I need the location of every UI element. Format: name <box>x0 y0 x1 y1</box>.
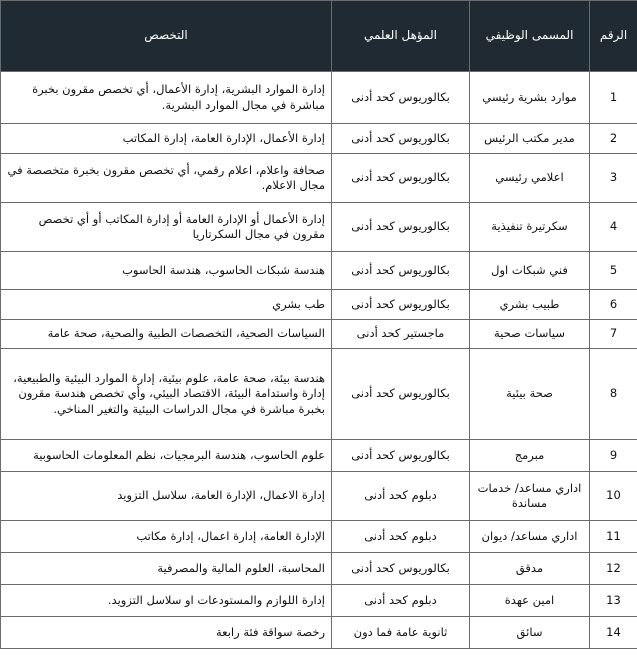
cell-title: سائق <box>470 617 590 649</box>
cell-title: موارد بشرية رئيسي <box>470 72 590 124</box>
cell-spec: علوم الحاسوب، هندسة البرمجيات، نظم المعلومات الحاسوبية <box>1 440 332 472</box>
cell-title: سياسات صحية <box>470 320 590 349</box>
cell-num: 11 <box>590 521 637 553</box>
cell-qual: دبلوم كحد أدنى <box>332 521 470 553</box>
table-row <box>1 440 637 472</box>
cell-qual: بكالوريوس كحد أدنى <box>332 203 470 252</box>
table-header <box>1 1 637 72</box>
cell-spec: صحافة واعلام، اعلام رقمي، أي تخصص مقرون بخبرة متخصصة في مجال الاعلام. <box>1 154 332 203</box>
table-row <box>1 521 637 553</box>
cell-title: طبيب بشري <box>470 290 590 320</box>
cell-spec: إدارة الموارد البشرية، إدارة الأعمال، أي تخصص مقرون بخبرة مباشرة في مجال الموارد البشرية. <box>1 72 332 124</box>
cell-qual: بكالوريوس كحد أدنى <box>332 124 470 154</box>
cell-spec: هندسة بيئة، صحة عامة، علوم بيئية، إدارة الموارد البيئية والطبيعية، إدارة واستدامة البيئة، الاقتصاد البيئي، وأي تخصص هندسة مقرون بخبرة مباشرة في مجال الدراسات البيئية والتغير المناخي. <box>1 349 332 440</box>
cell-num: 4 <box>590 203 637 252</box>
header-qual: المؤهل العلمي <box>332 1 470 72</box>
cell-title: صحة بيئية <box>470 349 590 440</box>
cell-title: فني شبكات اول <box>470 252 590 290</box>
table-row <box>1 617 637 649</box>
header-spec: التخصص <box>1 1 332 72</box>
table-row <box>1 472 637 521</box>
table-row <box>1 203 637 252</box>
cell-qual: دبلوم كحد أدنى <box>332 585 470 617</box>
cell-spec: رخصة سواقة فئة رابعة <box>1 617 332 649</box>
cell-num: 3 <box>590 154 637 203</box>
cell-qual: بكالوريوس كحد أدنى <box>332 290 470 320</box>
table-row <box>1 553 637 585</box>
cell-qual: ثانوية عامة فما دون <box>332 617 470 649</box>
cell-title: اداري مساعد/ خدمات مساندة <box>470 472 590 521</box>
cell-num: 1 <box>590 72 637 124</box>
cell-qual: بكالوريوس كحد أدنى <box>332 154 470 203</box>
cell-qual: بكالوريوس كحد أدنى <box>332 553 470 585</box>
table-body <box>1 72 637 649</box>
cell-num: 14 <box>590 617 637 649</box>
cell-spec: طب بشري <box>1 290 332 320</box>
header-title: المسمى الوظيفي <box>470 1 590 72</box>
cell-num: 7 <box>590 320 637 349</box>
cell-qual: بكالوريوس كحد أدنى <box>332 72 470 124</box>
cell-num: 8 <box>590 349 637 440</box>
cell-title: اعلامي رئيسي <box>470 154 590 203</box>
cell-spec: إدارة الاعمال، الإدارة العامة، سلاسل التزويد <box>1 472 332 521</box>
cell-qual: دبلوم كحد أدنى <box>332 472 470 521</box>
cell-qual: بكالوريوس كحد أدنى <box>332 440 470 472</box>
cell-num: 2 <box>590 124 637 154</box>
cell-num: 9 <box>590 440 637 472</box>
cell-title: مبرمج <box>470 440 590 472</box>
cell-num: 13 <box>590 585 637 617</box>
cell-qual: ماجستير كحد أدنى <box>332 320 470 349</box>
header-num: الرقم <box>590 1 637 72</box>
cell-spec: إدارة الأعمال، الإدارة العامة، إدارة المكاتب <box>1 124 332 154</box>
table-row <box>1 124 637 154</box>
header-row <box>1 1 637 72</box>
cell-title: اداري مساعد/ ديوان <box>470 521 590 553</box>
cell-num: 12 <box>590 553 637 585</box>
cell-spec: السياسات الصحية، التخصصات الطبية والصحية، صحة عامة <box>1 320 332 349</box>
cell-num: 6 <box>590 290 637 320</box>
cell-qual: بكالوريوس كحد أدنى <box>332 349 470 440</box>
cell-spec: إدارة الأعمال أو الإدارة العامة أو إدارة المكاتب أو أي تخصص مقرون في مجال السكرتاريا <box>1 203 332 252</box>
cell-spec: هندسة شبكات الحاسوب، هندسة الحاسوب <box>1 252 332 290</box>
cell-title: مدير مكتب الرئيس <box>470 124 590 154</box>
cell-spec: إدارة اللوازم والمستودعات او سلاسل التزويد. <box>1 585 332 617</box>
table-row <box>1 585 637 617</box>
table-row <box>1 154 637 203</box>
cell-spec: المحاسبة، العلوم المالية والمصرفية <box>1 553 332 585</box>
cell-qual: بكالوريوس كحد أدنى <box>332 252 470 290</box>
table-row <box>1 290 637 320</box>
table-row <box>1 320 637 349</box>
cell-title: مدقق <box>470 553 590 585</box>
cell-num: 10 <box>590 472 637 521</box>
cell-num: 5 <box>590 252 637 290</box>
table-row <box>1 349 637 440</box>
cell-spec: الإدارة العامة، إدارة اعمال، إدارة مكاتب <box>1 521 332 553</box>
cell-title: سكرتيرة تنفيذية <box>470 203 590 252</box>
table-row <box>1 252 637 290</box>
table-row <box>1 72 637 124</box>
cell-title: امين عهدة <box>470 585 590 617</box>
